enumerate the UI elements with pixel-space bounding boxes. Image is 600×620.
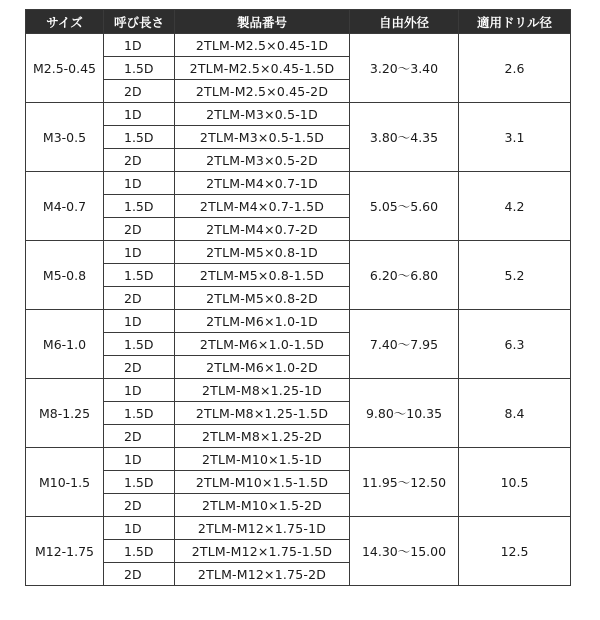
length-cell: 1D <box>104 103 175 126</box>
part-number-cell: 2TLM-M2.5×0.45-2D <box>175 80 350 103</box>
free-diameter-cell: 5.05～5.60 <box>350 172 459 241</box>
header-free-diameter: 自由外径 <box>350 10 459 34</box>
table-row <box>26 310 571 333</box>
part-number-cell: 2TLM-M5×0.8-1D <box>175 241 350 264</box>
part-number-cell: 2TLM-M6×1.0-1.5D <box>175 333 350 356</box>
table-row <box>26 379 571 402</box>
size-cell: M10-1.5 <box>26 448 104 517</box>
size-cell: M3-0.5 <box>26 103 104 172</box>
part-number-cell: 2TLM-M4×0.7-2D <box>175 218 350 241</box>
length-cell: 1D <box>104 172 175 195</box>
part-number-cell: 2TLM-M5×0.8-2D <box>175 287 350 310</box>
part-number-cell: 2TLM-M2.5×0.45-1D <box>175 34 350 57</box>
free-diameter-cell: 14.30～15.00 <box>350 517 459 586</box>
part-number-cell: 2TLM-M3×0.5-2D <box>175 149 350 172</box>
length-cell: 1.5D <box>104 402 175 425</box>
length-cell: 1D <box>104 241 175 264</box>
part-number-cell: 2TLM-M4×0.7-1D <box>175 172 350 195</box>
header-part-number: 製品番号 <box>175 10 350 34</box>
drill-diameter-cell: 12.5 <box>459 517 571 586</box>
drill-diameter-cell: 6.3 <box>459 310 571 379</box>
length-cell: 2D <box>104 287 175 310</box>
length-cell: 1D <box>104 517 175 540</box>
length-cell: 1.5D <box>104 471 175 494</box>
part-number-cell: 2TLM-M12×1.75-2D <box>175 563 350 586</box>
table-row <box>26 34 571 57</box>
length-cell: 1D <box>104 379 175 402</box>
length-cell: 1.5D <box>104 57 175 80</box>
part-number-cell: 2TLM-M3×0.5-1D <box>175 103 350 126</box>
spec-body <box>26 34 571 586</box>
part-number-cell: 2TLM-M2.5×0.45-1.5D <box>175 57 350 80</box>
length-cell: 1D <box>104 34 175 57</box>
part-number-cell: 2TLM-M10×1.5-1D <box>175 448 350 471</box>
length-cell: 1.5D <box>104 264 175 287</box>
length-cell: 1.5D <box>104 126 175 149</box>
drill-diameter-cell: 3.1 <box>459 103 571 172</box>
size-cell: M2.5-0.45 <box>26 34 104 103</box>
length-cell: 1.5D <box>104 333 175 356</box>
length-cell: 2D <box>104 149 175 172</box>
header-size: サイズ <box>26 10 104 34</box>
size-cell: M8-1.25 <box>26 379 104 448</box>
free-diameter-cell: 6.20～6.80 <box>350 241 459 310</box>
header-length: 呼び長さ <box>104 10 175 34</box>
header-drill-diameter: 適用ドリル径 <box>459 10 571 34</box>
part-number-cell: 2TLM-M4×0.7-1.5D <box>175 195 350 218</box>
free-diameter-cell: 3.20～3.40 <box>350 34 459 103</box>
part-number-cell: 2TLM-M5×0.8-1.5D <box>175 264 350 287</box>
size-cell: M6-1.0 <box>26 310 104 379</box>
drill-diameter-cell: 5.2 <box>459 241 571 310</box>
part-number-cell: 2TLM-M8×1.25-1.5D <box>175 402 350 425</box>
free-diameter-cell: 9.80～10.35 <box>350 379 459 448</box>
part-number-cell: 2TLM-M12×1.75-1.5D <box>175 540 350 563</box>
drill-diameter-cell: 10.5 <box>459 448 571 517</box>
part-number-cell: 2TLM-M10×1.5-2D <box>175 494 350 517</box>
part-number-cell: 2TLM-M10×1.5-1.5D <box>175 471 350 494</box>
table-row <box>26 103 571 126</box>
table-row <box>26 241 571 264</box>
table-row <box>26 517 571 540</box>
table-row <box>26 172 571 195</box>
part-number-cell: 2TLM-M3×0.5-1.5D <box>175 126 350 149</box>
length-cell: 1.5D <box>104 195 175 218</box>
drill-diameter-cell: 2.6 <box>459 34 571 103</box>
part-number-cell: 2TLM-M8×1.25-1D <box>175 379 350 402</box>
length-cell: 2D <box>104 80 175 103</box>
drill-diameter-cell: 4.2 <box>459 172 571 241</box>
size-cell: M12-1.75 <box>26 517 104 586</box>
part-number-cell: 2TLM-M8×1.25-2D <box>175 425 350 448</box>
drill-diameter-cell: 8.4 <box>459 379 571 448</box>
part-number-cell: 2TLM-M6×1.0-1D <box>175 310 350 333</box>
spec-table <box>25 9 571 586</box>
length-cell: 2D <box>104 425 175 448</box>
table-row <box>26 448 571 471</box>
part-number-cell: 2TLM-M12×1.75-1D <box>175 517 350 540</box>
part-number-cell: 2TLM-M6×1.0-2D <box>175 356 350 379</box>
size-cell: M5-0.8 <box>26 241 104 310</box>
length-cell: 2D <box>104 218 175 241</box>
length-cell: 2D <box>104 494 175 517</box>
length-cell: 1D <box>104 448 175 471</box>
length-cell: 1D <box>104 310 175 333</box>
header-row <box>26 10 571 34</box>
length-cell: 1.5D <box>104 540 175 563</box>
free-diameter-cell: 3.80～4.35 <box>350 103 459 172</box>
free-diameter-cell: 11.95～12.50 <box>350 448 459 517</box>
size-cell: M4-0.7 <box>26 172 104 241</box>
free-diameter-cell: 7.40～7.95 <box>350 310 459 379</box>
length-cell: 2D <box>104 563 175 586</box>
length-cell: 2D <box>104 356 175 379</box>
